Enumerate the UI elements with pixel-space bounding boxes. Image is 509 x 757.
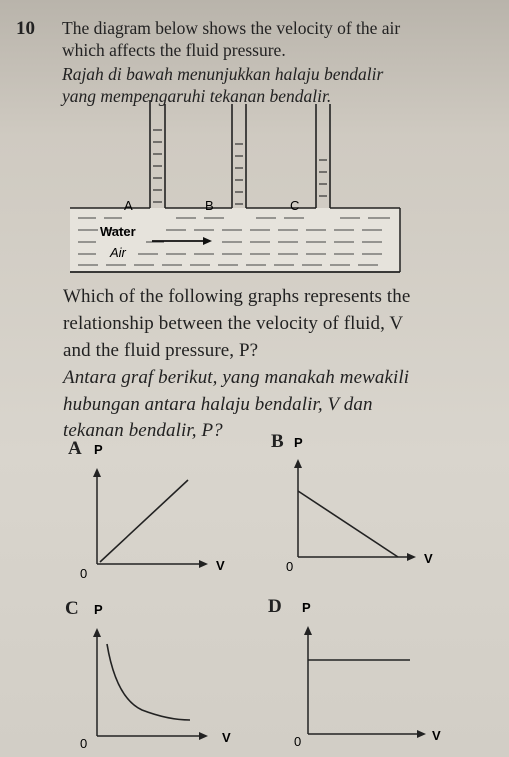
option-d-graph[interactable] — [282, 596, 457, 746]
option-b-curve — [298, 491, 398, 557]
option-c-graph[interactable] — [80, 598, 250, 748]
option-a-graph[interactable] — [80, 440, 240, 580]
option-d-x-label: V — [432, 728, 441, 743]
option-c-y-arrow — [93, 628, 101, 637]
water-label: Water — [100, 224, 136, 239]
option-b-x-arrow — [407, 553, 416, 561]
option-a-curve — [100, 480, 188, 562]
intro-ms-line-2: yang mempengaruhi tekanan bendalir. — [62, 86, 332, 106]
option-b-graph[interactable] — [278, 431, 448, 571]
option-a-x-arrow — [199, 560, 208, 568]
option-b-letter[interactable]: B — [271, 431, 284, 452]
option-a-x-label: V — [216, 558, 225, 573]
option-c-x-arrow — [199, 732, 208, 740]
tube-a-label: A — [124, 198, 133, 213]
prompt-en-line-1: Which of the following graphs represents the — [63, 286, 411, 307]
option-d-x-arrow — [417, 730, 426, 738]
question-number: 10 — [16, 18, 35, 39]
intro-en-line-2: which affects the fluid pressure. — [62, 40, 286, 60]
option-d-origin: 0 — [294, 734, 302, 746]
prompt-ms-line-2: hubungan antara halaju bendalir, V dan — [63, 394, 373, 415]
option-d-y-arrow — [304, 626, 312, 635]
tube-b-water — [235, 144, 243, 204]
prompt-ms-line-1: Antara graf berikut, yang manakah mewakili — [63, 367, 410, 388]
option-c-origin: 0 — [80, 736, 88, 748]
prompt-en-line-2: relationship between the velocity of fluid, V — [63, 313, 404, 334]
prompt-en-line-3: and the fluid pressure, P? — [63, 340, 259, 361]
intro-en-line-1: The diagram below shows the velocity of the air — [62, 18, 401, 38]
option-c-x-label: V — [222, 730, 231, 745]
option-b-origin: 0 — [286, 559, 294, 571]
option-c-letter[interactable]: C — [65, 598, 79, 619]
option-d-letter[interactable]: D — [268, 596, 282, 617]
tube-c-water — [319, 160, 327, 196]
option-a-origin: 0 — [80, 566, 88, 580]
prompt-ms-line-3: tekanan bendalir, P? — [63, 420, 223, 441]
option-a-y-arrow — [93, 468, 101, 477]
option-c-curve — [107, 644, 190, 720]
option-b-y-label: P — [294, 435, 303, 450]
option-a-y-label: P — [94, 442, 103, 457]
option-a-letter[interactable]: A — [68, 438, 82, 459]
tube-b-label: B — [205, 198, 214, 213]
option-b-y-arrow — [294, 459, 302, 468]
option-b-x-label: V — [424, 551, 433, 566]
option-d-y-label: P — [302, 600, 311, 615]
intro-ms-line-1: Rajah di bawah menunjukkan halaju bendalir — [62, 64, 384, 84]
tube-a-water — [153, 130, 162, 202]
air-label: Air — [110, 245, 126, 260]
option-c-y-label: P — [94, 602, 103, 617]
tube-c-label: C — [290, 198, 300, 213]
